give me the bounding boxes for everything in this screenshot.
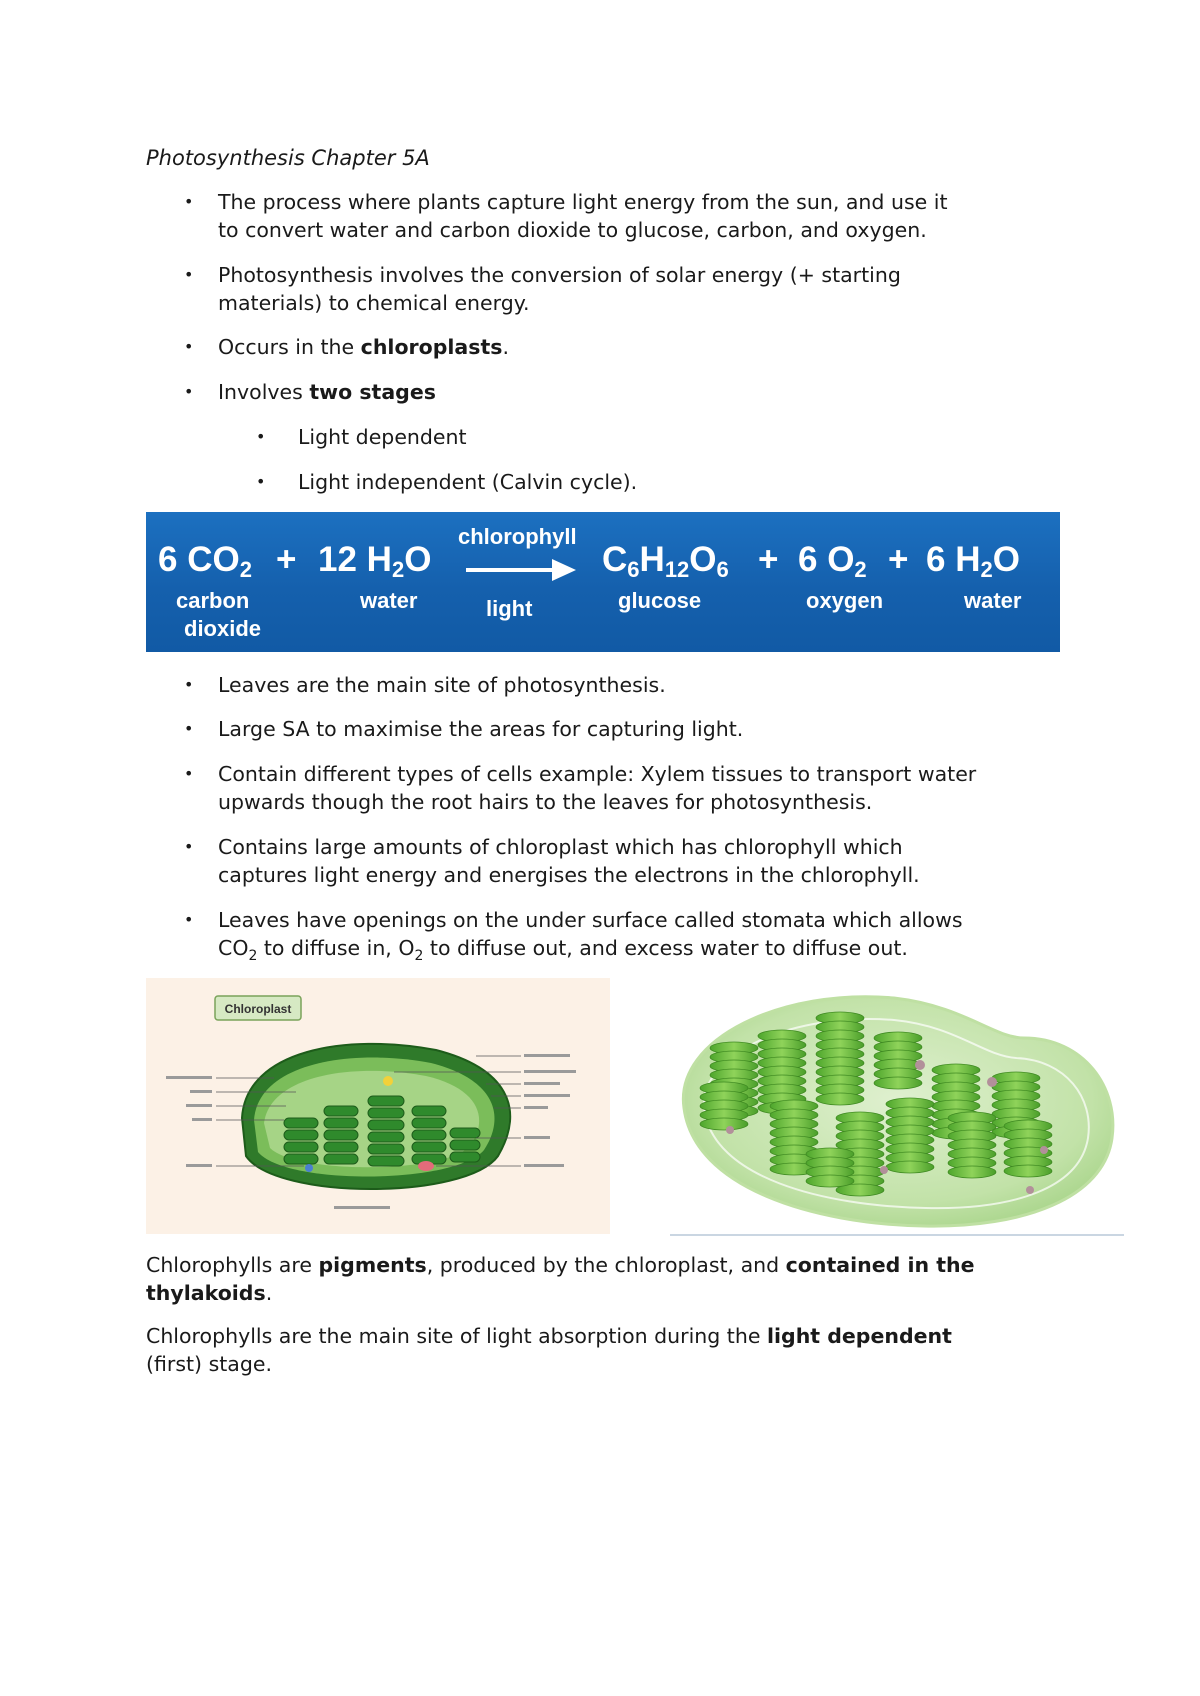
label-glucose: glucose <box>618 588 702 613</box>
label-water: water <box>360 588 418 613</box>
label-dioxide: dioxide <box>184 616 262 641</box>
arrow-label-light: light <box>486 596 533 621</box>
product-water: 6 $H_2O$ <box>926 540 1020 582</box>
bullet: • <box>256 472 266 491</box>
list-item: The process where plants capture light energy from the sun, and use it <box>218 190 948 214</box>
list-item: Large SA to maximise the areas for capturing light. <box>218 717 744 741</box>
page-title: Photosynthesis Chapter 5A <box>146 146 430 170</box>
paragraph-pigments: Chlorophylls are pigments, produced by the chloroplast, and contained in the thylakoids. <box>146 1253 975 1305</box>
bullet: • <box>184 382 194 401</box>
label-water-product: water <box>964 588 1022 613</box>
bullet: • <box>256 427 266 446</box>
photosynthesis-equation-banner <box>146 512 1060 652</box>
reaction-arrow-icon <box>464 557 578 583</box>
thylakoid-disc <box>874 1077 922 1089</box>
list-item: Leaves are the main site of photosynthesis. <box>218 673 666 697</box>
product-oxygen: 6 $O_2$ <box>798 540 867 582</box>
sub-list-item: Light dependent <box>298 425 467 449</box>
bullet: • <box>184 910 194 929</box>
product-glucose: $C_6H_{12}O_6$ <box>602 540 729 582</box>
reactant-co2: 6 $CO_2$ <box>158 540 252 582</box>
list-item-occurs: Occurs in the chloroplasts. <box>218 335 509 359</box>
bullet: • <box>184 764 194 783</box>
list-item: Contain different types of cells example: Xylem tissues to transport water <box>218 762 977 786</box>
list-item: Contains large amounts of chloroplast which has chlorophyll which <box>218 835 903 859</box>
label-oxygen: oxygen <box>806 588 884 613</box>
bullet: • <box>184 337 194 356</box>
thylakoid-disc <box>948 1166 996 1178</box>
paragraph-light-absorption: Chlorophylls are the main site of light absorption during the light dependent (first) stage. <box>146 1324 952 1376</box>
list-item: Leaves have openings on the under surface called stomata which allows <box>218 908 963 932</box>
arrow-label-chlorophyll: chlorophyll <box>458 524 577 549</box>
bullet: • <box>184 192 194 211</box>
bullet: • <box>184 719 194 738</box>
bullet: • <box>184 675 194 694</box>
thylakoid-disc <box>816 1093 864 1105</box>
plus-sign: + <box>758 540 779 579</box>
bullet: • <box>184 837 194 856</box>
thylakoid-disc <box>806 1175 854 1187</box>
chloroplast-label: Chloroplast <box>224 1002 292 1016</box>
list-item-continuation: captures light energy and energises the electrons in the chlorophyll. <box>218 863 920 887</box>
chloroplast-3d-illustration <box>664 978 1124 1238</box>
sub-list-item: Light independent (Calvin cycle). <box>298 470 638 494</box>
list-item-continuation: to convert water and carbon dioxide to glucose, carbon, and oxygen. <box>218 218 927 242</box>
reactant-h2o: 12 $H_2O$ <box>318 540 432 582</box>
list-item-continuation: materials) to chemical energy. <box>218 291 530 315</box>
label-carbon: carbon <box>176 588 250 613</box>
list-item-continuation: upwards though the root hairs to the leaves for photosynthesis. <box>218 790 873 814</box>
list-item-involves: Involves two stages <box>218 380 436 404</box>
bullet: • <box>184 265 194 284</box>
plus-sign: + <box>276 540 297 579</box>
plus-sign: + <box>888 540 909 579</box>
list-item: Photosynthesis involves the conversion of solar energy (+ starting <box>218 263 901 287</box>
list-item-continuation: $CO_2$ to diffuse in, $O_2$ to diffuse out, and excess water to diffuse out. <box>218 936 908 965</box>
thylakoid-disc <box>700 1118 748 1130</box>
thylakoid-disc <box>886 1161 934 1173</box>
chloroplast-diagram <box>146 978 610 1234</box>
thylakoid-disc <box>1004 1165 1052 1177</box>
